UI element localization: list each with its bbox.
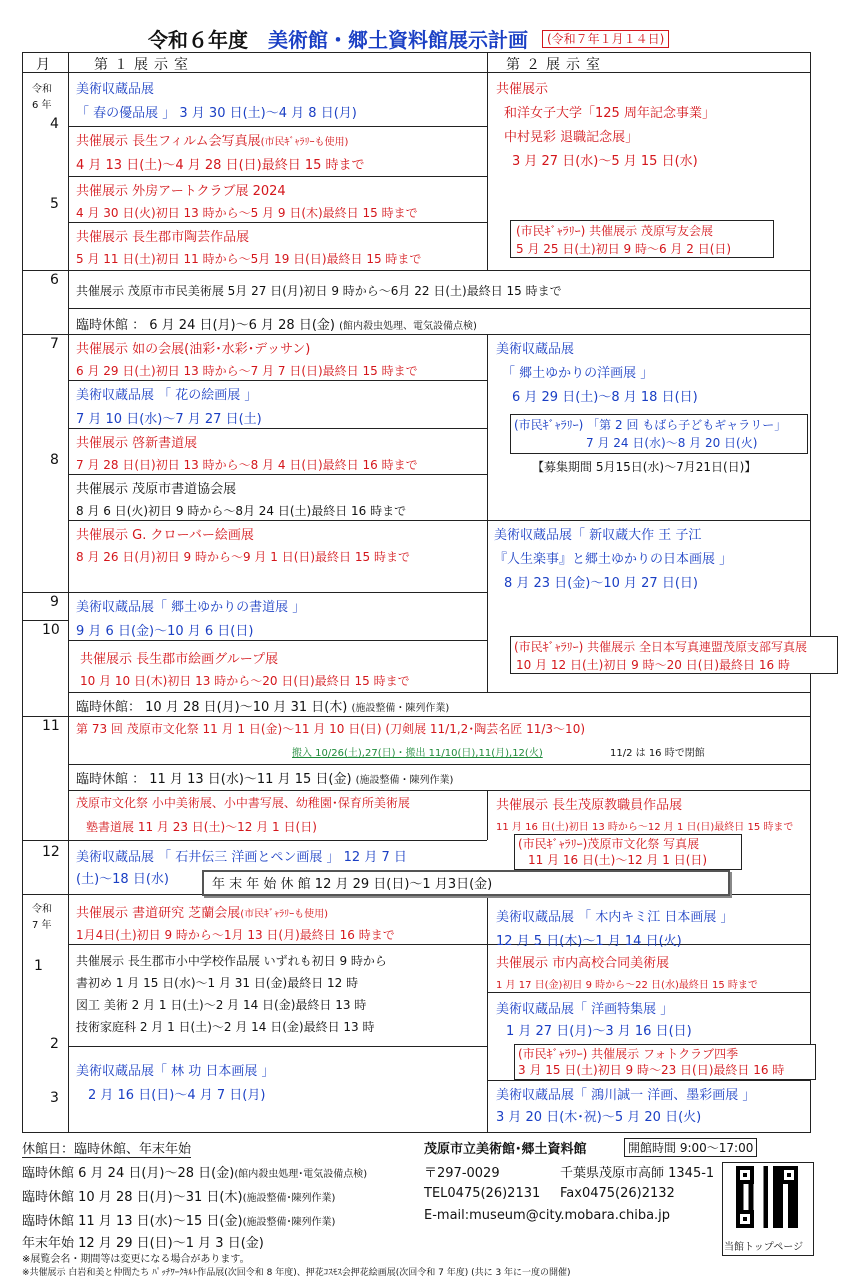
year-label: 7 年	[32, 920, 52, 931]
exhibit-title: 中村晃彩 退職記念展」	[504, 130, 639, 145]
page-subtitle: 美術館・郷土資料館展示計画	[268, 28, 528, 52]
closure-item: 臨時休館 11 月 13 日(水)～15 日(金)	[22, 1214, 243, 1229]
exhibit-period: 12 月 5 日(木)～1 月 14 日(火)	[496, 934, 682, 949]
address: 千葉県茂原市高師 1345-1	[560, 1166, 715, 1181]
closure-note: (施設整備･陳列作業)	[242, 1193, 336, 1204]
exhibit-title: 共催展示 長生郡市絵画グループ展	[80, 652, 279, 667]
exhibit-period: (土)～18 日(水)	[76, 872, 169, 887]
exhibit-title: 共催展示 書道研究 芝蘭会展	[76, 906, 241, 921]
exhibit-entry: 第 73 回 茂原市文化祭 11 月 1 日(金)～11 月 10 日(日) (刀剣展 11/1,2･陶芸名匠 11/3～10)	[76, 722, 586, 736]
recruitment-period: 【募集期間 5月15日(水)～7月21日(日)】	[532, 460, 757, 474]
email-link[interactable]: E-mail:museum@city.mobara.chiba.jp	[424, 1208, 671, 1223]
room1-column-header: 第１展示室	[94, 57, 194, 73]
exhibit-title: (市民ｷﾞｬﾗﾘｰ)茂原市文化祭 写真展	[518, 837, 700, 851]
month-label: 8	[50, 452, 59, 468]
month-label: 7	[50, 336, 59, 352]
exhibit-note: (市民ｷﾞｬﾗﾘｰも使用)	[240, 909, 329, 920]
exhibit-title: 共催展示 如の会展(油彩･水彩･デッサン)	[76, 342, 311, 357]
exhibit-title: 和洋女子大学「125 周年記念事業」	[504, 106, 715, 121]
exhibit-period: 技術家庭科 2 月 1 日(土)～2 月 14 日(金)最終日 13 時	[76, 1020, 375, 1034]
footnote: ※展覧会名・期間等は変更になる場合があります。	[22, 1254, 250, 1265]
opening-hours: 開館時間 9:00～17:00	[624, 1138, 757, 1157]
setup-note: 搬入 10/26(土),27(日)・搬出 11/10(日),11(月),12(火)	[292, 748, 543, 759]
exhibit-title: 『人生楽事』と郷土ゆかりの日本画展 」	[494, 552, 733, 567]
exhibit-title: 美術収蔵品展「 鴻川誠一 洋画、墨彩画展 」	[496, 1088, 756, 1103]
closure-entry: 臨時休館 ： 11 月 13 日(水)～11 月 15 日(金)	[76, 772, 352, 787]
postal-code: 〒297-0029	[424, 1166, 500, 1181]
exhibit-period: 3 月 20 日(木･祝)～5 月 20 日(火)	[496, 1110, 702, 1125]
exhibit-title: 美術収蔵品展 「 木内キミ江 日本画展 」	[496, 910, 734, 925]
month-label: 1	[34, 958, 43, 974]
exhibit-period: 6 月 29 日(土)初日 13 時から～7 月 7 日(日)最終日 15 時まで	[76, 364, 418, 378]
exhibit-period: 5 月 25 日(土)初日 9 時～6 月 2 日(日)	[516, 242, 732, 256]
exhibit-period: 5 月 11 日(土)初日 11 時から～5月 19 日(日)最終日 15 時まで	[76, 252, 422, 266]
exhibit-title: 美術収蔵品展 「 石井伝三 洋画とペン画展 」 12 月 7 日	[76, 850, 407, 865]
exhibit-title: (市民ｷﾞｬﾗﾘｰ) 「第 2 回 もばら子どもギャラリー」	[514, 418, 787, 432]
exhibit-title: 共催展示 長生茂原教職員作品展	[496, 798, 683, 813]
exhibit-title: 美術収蔵品展 「 花の絵画展 」	[76, 388, 258, 403]
exhibit-period: 図工 美術 2 月 1 日(土)～2 月 14 日(金)最終日 13 時	[76, 998, 367, 1012]
closure-entry: 臨時休館 ： 6 月 24 日(月)～6 月 28 日(金)	[76, 318, 335, 333]
telephone: TEL0475(26)2131	[424, 1186, 541, 1201]
footnote: ※共催展示 白岩和美と仲間たち ﾊﾟｯﾁﾜｰｸｷﾙﾄ作品展(次回令和 8 年度)、押花ｺｽﾓｽ会押花絵画展(次回令和 7 年度) (共に 3 年に一度の開催)	[22, 1268, 571, 1278]
exhibit-period: 塾書道展 11 月 23 日(土)～12 月 1 日(日)	[86, 820, 317, 834]
closure-note: (施設整備･陳列作業)	[242, 1217, 336, 1228]
exhibit-title: (市民ｷﾞｬﾗﾘｰ) 共催展示 フォトクラブ四季	[518, 1047, 739, 1061]
month-label: 6	[50, 272, 59, 288]
exhibit-title: 「 郷土ゆかりの洋画展 」	[502, 366, 654, 381]
exhibit-note: (市民ｷﾞｬﾗﾘｰも使用)	[260, 137, 349, 148]
exhibit-period: 3 月 15 日(土)初日 9 時～23 日(日)最終日 16 時	[518, 1063, 785, 1077]
exhibit-period: 1 月 17 日(金)初日 9 時から～22 日(水)最終日 15 時まで	[496, 980, 758, 991]
exhibit-title: 美術収蔵品展	[76, 82, 155, 97]
closure-note: (施設整備・陳列作業)	[351, 703, 450, 714]
exhibit-title: 共催展示 市内高校合同美術展	[496, 956, 670, 971]
exhibit-period: 書初め 1 月 15 日(水)～1 月 31 日(金)最終日 12 時	[76, 976, 359, 990]
exhibit-title: 美術収蔵品展「 洋画特集展 」	[496, 1002, 674, 1017]
exhibit-period: 2 月 16 日(日)～4 月 7 日(月)	[88, 1088, 266, 1103]
room2-column-header: 第２展示室	[506, 57, 606, 73]
exhibit-period: 1月4日(土)初日 9 時から～1月 13 日(月)最終日 16 時まで	[76, 928, 395, 942]
year-end-closure: 年 末 年 始 休 館 12 月 29 日(日)～1 月3日(金)	[212, 877, 493, 892]
exhibit-period: 3 月 27 日(水)～5 月 15 日(水)	[512, 154, 698, 169]
exhibit-title: 共催展示 G. クローバー絵画展	[76, 528, 254, 543]
exhibit-note: 11/2 は 16 時で閉館	[610, 748, 705, 759]
month-label: 4	[50, 116, 59, 132]
qr-code-label: 当館トップページ	[724, 1242, 804, 1253]
exhibit-period: 11 月 16 日(土)初日 13 時から～12 月 1 日(日)最終日 15 時まで	[496, 822, 794, 833]
exhibit-title: 美術収蔵品展「 新収蔵大作 王 子江	[494, 528, 702, 543]
exhibit-title: 共催展示 茂原市書道協会展	[76, 482, 237, 497]
exhibit-period: 10 月 12 日(土)初日 9 時～20 日(日)最終日 16 時	[516, 658, 790, 672]
exhibit-title: 美術収蔵品展「 林 功 日本画展 」	[76, 1064, 275, 1079]
exhibit-period: 8 月 23 日(金)～10 月 27 日(日)	[504, 576, 698, 591]
exhibit-period: 7 月 28 日(日)初日 13 時から～8 月 4 日(日)最終日 16 時まで	[76, 458, 418, 472]
exhibit-period: 8 月 6 日(火)初日 9 時から～8月 24 日(土)最終日 16 時まで	[76, 504, 407, 518]
museum-name: 茂原市立美術館･郷土資料館	[424, 1142, 587, 1157]
month-label: 3	[50, 1090, 59, 1106]
exhibit-title: 共催展示 啓新書道展	[76, 436, 198, 451]
closure-note: (施設整備・陳列作業)	[355, 775, 454, 786]
exhibit-period: 11 月 16 日(土)～12 月 1 日(日)	[528, 853, 708, 867]
exhibit-period: 「 春の優品展 」 3 月 30 日(土)～4 月 8 日(月)	[76, 106, 357, 121]
exhibit-title: 共催展示	[496, 82, 549, 97]
closure-item: 臨時休館 6 月 24 日(月)～28 日(金)	[22, 1166, 235, 1181]
closure-entry: 臨時休館： 10 月 28 日(月)～10 月 31 日(木)	[76, 700, 348, 715]
qr-code-icon[interactable]	[736, 1166, 798, 1228]
closure-note: (館内殺虫処理･電気設備点検)	[234, 1169, 368, 1180]
month-label: 12	[42, 844, 60, 860]
exhibit-period: 8 月 26 日(月)初日 9 時から～9 月 1 日(日)最終日 15 時まで	[76, 550, 410, 564]
exhibit-period: 9 月 6 日(金)～10 月 6 日(日)	[76, 624, 254, 639]
exhibit-period: 7 月 24 日(水)～8 月 20 日(火)	[586, 436, 758, 450]
closure-item: 年末年始 12 月 29 日(日)～1 月 3 日(金)	[22, 1236, 264, 1251]
exhibit-title: (市民ｷﾞｬﾗﾘｰ) 共催展示 全日本写真連盟茂原支部写真展	[514, 640, 807, 654]
exhibit-title: 美術収蔵品展	[496, 342, 575, 357]
exhibit-title: 茂原市文化祭 小中美術展、小中書写展、幼稚園･保育所美術展	[76, 796, 410, 810]
exhibit-title: 共催展示 長生郡市陶芸作品展	[76, 230, 250, 245]
exhibit-period: 6 月 29 日(土)～8 月 18 日(日)	[512, 390, 698, 405]
exhibit-period: 4 月 13 日(土)～4 月 28 日(日)最終日 15 時まで	[76, 158, 365, 173]
year-label: 6 年	[32, 100, 52, 111]
exhibit-period: 1 月 27 日(月)～3 月 16 日(日)	[506, 1024, 692, 1039]
fax: Fax0475(26)2132	[560, 1186, 675, 1201]
exhibit-entry: 共催展示 茂原市市民美術展 5月 27 日(月)初日 9 時から～6月 22 日(土)最終日 15 時まで	[76, 284, 562, 298]
exhibit-title: 共催展示 外房アートクラブ展 2024	[76, 184, 286, 199]
exhibit-period: 7 月 10 日(水)～7 月 27 日(土)	[76, 412, 262, 427]
month-label: 11	[42, 718, 60, 734]
revision-date: (令和７年１月１４日)	[542, 30, 669, 48]
month-label: 10	[42, 622, 60, 638]
page-title: 令和６年度	[148, 28, 248, 52]
closed-days-heading: 休館日：臨時休館、年末年始	[22, 1138, 191, 1158]
month-label: 2	[50, 1036, 59, 1052]
exhibit-period: 4 月 30 日(火)初日 13 時から～5 月 9 日(木)最終日 15 時まで	[76, 206, 418, 220]
exhibit-title: 共催展示 長生フィルム会写真展	[76, 134, 261, 149]
month-column-header: 月	[36, 57, 50, 73]
exhibit-period: 10 月 10 日(木)初日 13 時から～20 日(日)最終日 15 時まで	[80, 674, 410, 688]
exhibit-title: 共催展示 長生郡市小中学校作品展 いずれも初日 9 時から	[76, 954, 387, 968]
month-label: 9	[50, 594, 59, 610]
exhibit-title: (市民ｷﾞｬﾗﾘｰ) 共催展示 茂原写友会展	[516, 224, 713, 238]
closure-note: (館内殺虫処理、電気設備点検)	[339, 321, 477, 332]
exhibit-title: 美術収蔵品展「 郷土ゆかりの書道展 」	[76, 600, 306, 615]
month-label: 5	[50, 196, 59, 212]
era-label: 令和	[32, 84, 52, 95]
closure-item: 臨時休館 10 月 28 日(月)～31 日(木)	[22, 1190, 243, 1205]
era-label: 令和	[32, 904, 52, 915]
